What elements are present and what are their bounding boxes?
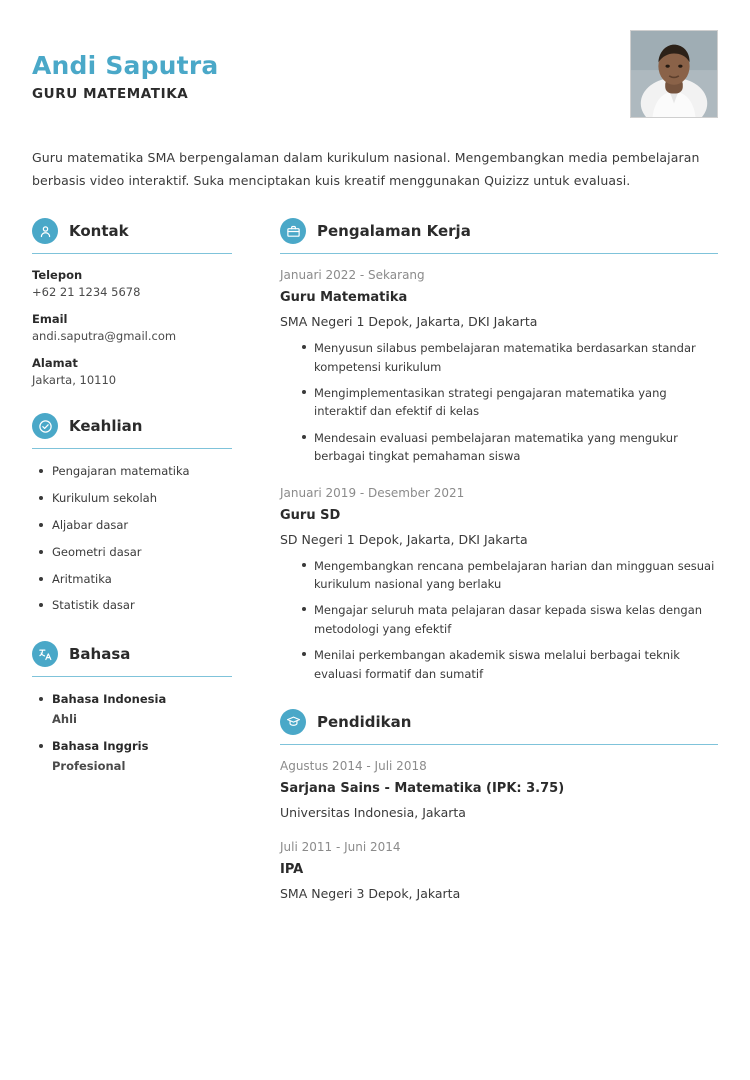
list-item: Kurikulum sekolah — [52, 490, 232, 508]
entry-organization: SD Negeri 1 Depok, Jakarta, DKI Jakarta — [280, 531, 528, 547]
entry-school: SMA Negeri 3 Depok, Jakarta — [280, 885, 461, 901]
resume-header — [32, 30, 718, 124]
languages-list — [32, 691, 232, 775]
right-column — [280, 218, 718, 927]
language-level: Ahli — [52, 711, 77, 726]
contact-item — [32, 268, 232, 299]
contact-value-address: Jakarta, 10110 — [32, 373, 117, 388]
entry-role: Guru SD — [280, 507, 341, 523]
contact-label: Telepon — [32, 268, 83, 283]
section-header-contact — [32, 218, 232, 253]
entry-organization: SMA Negeri 1 Depok, Jakarta, DKI Jakarta — [280, 314, 538, 330]
contact-value-email: andi.saputra@gmail.com — [32, 329, 177, 344]
list-item: Menilai perkembangan akademik siswa melalui berbagai teknik evaluasi formatif dan sumatif — [314, 646, 718, 683]
divider — [32, 253, 232, 254]
divider — [32, 448, 232, 449]
entry-role: Guru Matematika — [280, 290, 408, 306]
entry-date: Januari 2019 - Desember 2021 — [280, 485, 465, 500]
entry-date: Agustus 2014 - Juli 2018 — [280, 758, 427, 773]
name-block — [32, 30, 218, 102]
experience-entry — [280, 268, 718, 465]
education-entry — [280, 759, 718, 820]
entry-bullet-list — [280, 339, 718, 465]
page-title: Andi Saputra — [32, 51, 219, 80]
contact-label: Email — [32, 312, 68, 327]
list-item: Menyusun silabus pembelajaran matematika berdasarkan standar kompetensi kurikulum — [314, 339, 718, 376]
briefcase-icon — [280, 218, 306, 244]
left-column — [32, 218, 232, 801]
divider — [280, 744, 718, 745]
section-header-education — [280, 709, 718, 744]
list-item — [52, 738, 232, 776]
section-contact — [32, 218, 232, 387]
entry-degree: Sarjana Sains - Matematika (IPK: 3.75) — [280, 780, 565, 796]
section-header-languages — [32, 641, 232, 676]
avatar-illustration — [631, 31, 717, 117]
section-experience — [280, 218, 718, 683]
language-name: Bahasa Indonesia — [52, 692, 167, 707]
divider — [280, 253, 718, 254]
section-title-contact: Kontak — [69, 222, 129, 241]
list-item: Mengimplementasikan strategi pengajaran matematika yang interaktif dan efektif di kelas — [314, 384, 718, 421]
skills-list — [32, 463, 232, 615]
section-header-skills — [32, 413, 232, 448]
section-title-education: Pendidikan — [317, 712, 412, 731]
language-level: Profesional — [52, 758, 126, 773]
section-languages — [32, 641, 232, 775]
check-circle-icon — [32, 413, 58, 439]
list-item — [52, 691, 232, 729]
section-title-experience: Pengalaman Kerja — [317, 222, 471, 241]
language-name: Bahasa Inggris — [52, 738, 149, 753]
list-item: Aritmatika — [52, 571, 232, 589]
job-title: GURU MATEMATIKA — [32, 85, 189, 102]
education-entry — [280, 840, 718, 901]
entry-bullet-list — [280, 557, 718, 683]
resume-body — [32, 218, 718, 927]
avatar — [630, 30, 718, 118]
entry-degree: IPA — [280, 861, 304, 877]
contact-item — [32, 312, 232, 343]
contact-item — [32, 356, 232, 387]
list-item: Pengajaran matematika — [52, 463, 232, 481]
entry-school: Universitas Indonesia, Jakarta — [280, 804, 466, 820]
section-title-skills: Keahlian — [69, 417, 143, 436]
entry-date: Januari 2022 - Sekarang — [280, 268, 425, 283]
divider — [32, 676, 232, 677]
graduation-cap-icon — [280, 709, 306, 735]
translate-icon — [32, 641, 58, 667]
contact-value-phone: +62 21 1234 5678 — [32, 285, 141, 300]
contact-label: Alamat — [32, 356, 78, 371]
list-item: Mendesain evaluasi pembelajaran matematika yang mengukur berbagai tingkat pemahaman siswa — [314, 429, 718, 466]
entry-date: Juli 2011 - Juni 2014 — [280, 839, 401, 854]
user-icon — [32, 218, 58, 244]
section-title-languages: Bahasa — [69, 645, 131, 664]
list-item: Mengajar seluruh mata pelajaran dasar kepada siswa kelas dengan metodologi yang efektif — [314, 601, 718, 638]
list-item: Aljabar dasar — [52, 517, 232, 535]
section-education — [280, 709, 718, 901]
list-item: Statistik dasar — [52, 597, 232, 615]
summary-text: Guru matematika SMA berpengalaman dalam kurikulum nasional. Mengembangkan media pembelajaran berbasis video interaktif. Suka menciptakan kuis kreatif menggunakan Quizizz untuk evaluasi. — [32, 150, 700, 189]
list-item: Geometri dasar — [52, 544, 232, 562]
section-skills — [32, 413, 232, 615]
list-item: Mengembangkan rencana pembelajaran harian dan mingguan sesuai kurikulum nasional yang berlaku — [314, 557, 718, 594]
experience-entry — [280, 486, 718, 683]
section-header-experience — [280, 218, 718, 253]
